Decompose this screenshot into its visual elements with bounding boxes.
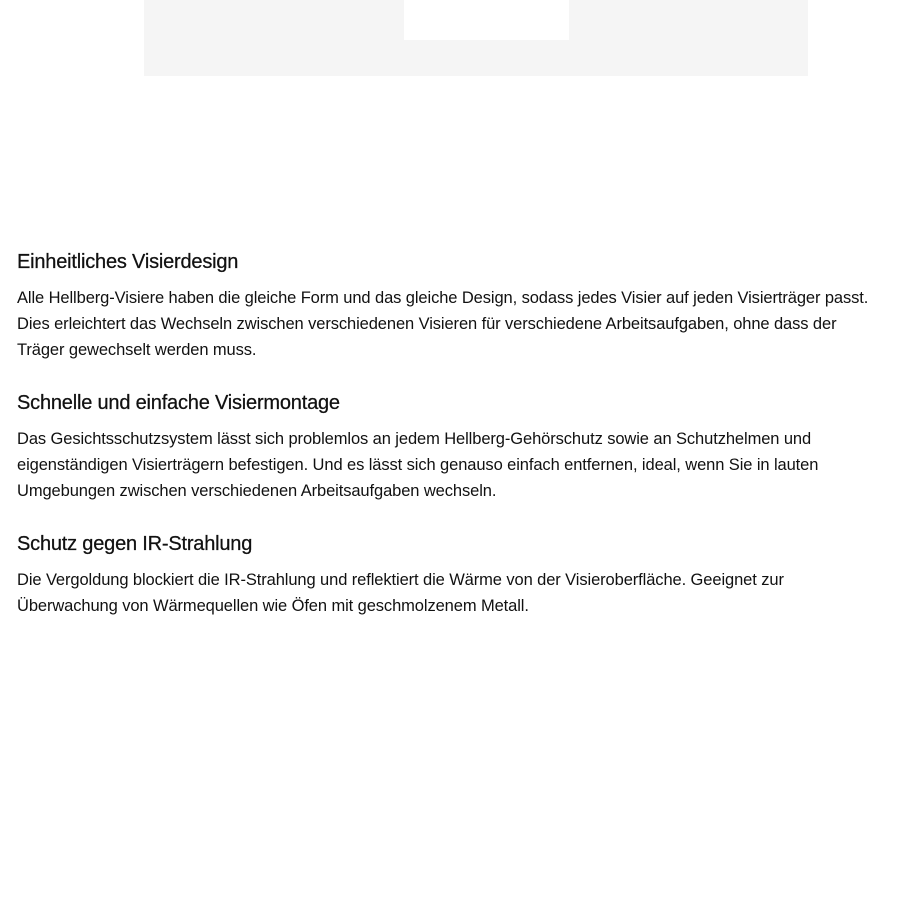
feature-description: Das Gesichtsschutzsystem lässt sich problemlos an jedem Hellberg-Gehörschutz sowie an Schutzhelmen und eigenständigen Visierträgern befestigen. Und es lässt sich genauso einfach entfernen, ideal, wenn Sie in lauten Umgebungen zwischen verschiedenen Arbeitsaufgaben wechseln.: [17, 430, 819, 500]
feature-uniform-visor-design: [17, 247, 877, 363]
product-image-area: [144, 0, 808, 76]
feature-heading: Einheitliches Visierdesign: [17, 251, 239, 273]
feature-description: Alle Hellberg-Visiere haben die gleiche Form und das gleiche Design, sodass jedes Visier auf jeden Visierträger passt. Dies erleichtert das Wechseln zwischen verschiedenen Visieren für verschiedene Arbeitsaufgaben, ohne dass der Träger gewechselt werden muss.: [17, 289, 869, 359]
feature-heading: Schnelle und einfache Visiermontage: [17, 392, 340, 414]
feature-list: [17, 247, 877, 644]
feature-description: Die Vergoldung blockiert die IR-Strahlung und reflektiert die Wärme von der Visieroberfläche. Geeignet zur Überwachung von Wärmequellen wie Öfen mit geschmolzenem Metall.: [17, 571, 784, 615]
feature-ir-protection: [17, 529, 877, 619]
product-image-placeholder: [404, 0, 569, 40]
feature-quick-visor-mounting: [17, 388, 877, 504]
feature-heading: Schutz gegen IR-Strahlung: [17, 533, 253, 555]
